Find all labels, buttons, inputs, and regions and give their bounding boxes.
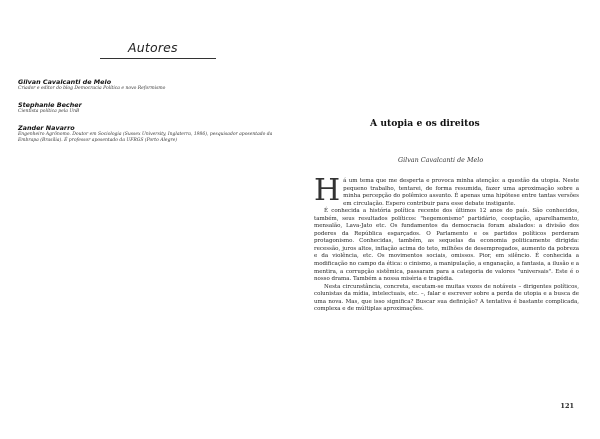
drop-cap: H bbox=[314, 173, 341, 208]
article-title: A utopia e os direitos bbox=[370, 118, 480, 129]
authors-heading: Autores bbox=[128, 40, 178, 55]
author-entry bbox=[18, 101, 280, 115]
author-name: Stephanie Becher bbox=[18, 101, 82, 109]
article-author: Gilvan Cavalcanti de Melo bbox=[398, 156, 484, 164]
author-entry bbox=[18, 124, 280, 144]
author-description: Engenheiro Agrônomo. Doutor em Sociologia (Sussex University, Inglaterra, 1986), pesquisador aposentado da Embrapa (Brasília). É professor aposentado da UFRGS (Porto Alegre) bbox=[18, 132, 273, 144]
author-entry bbox=[18, 78, 280, 92]
paragraph: Há um tema que me desperta e provoca minha atenção: a questão da utopia. Neste pequeno trabalho, tentarei, de forma resumida, fazer uma aproximação sobre a minha percepção do polêmico assunto. É apenas uma hipótese entre tantas versões em circulação. Espero contribuir para esse debate instigante. bbox=[314, 173, 579, 208]
right-page bbox=[300, 0, 600, 439]
paragraph: Nesta circunstância, concreta, escutam-se muitas vozes de notáveis – dirigentes políticos, colunistas da mídia, intelectuais, etc. –, falar e escrever sobre a perda de utopia e a busca de uma nova. Mas, que isso significa? Buscar sua definição? A tentativa é bastante complicada, complexa e de múltiplas aproximações. bbox=[314, 283, 579, 313]
article-body bbox=[314, 173, 579, 314]
page-number: 121 bbox=[560, 402, 574, 410]
author-name: Gilvan Cavalcanti de Melo bbox=[18, 78, 112, 86]
paragraph: É conhecida a história política recente dos últimos 12 anos do país. São conhecidos, também, seus resultados políticos: "hegemonismo" partidário, cooptação, aparelhamento, mensalão, Lava-Jato etc. Os fundamentos da democracia foram abalados: a divisão dos poderes da República esgarçados. O Parlamento e os partidos políticos perderam protagonismo. Conhecidas, também, as sequelas da economia politicamente dirigida: recessão, juros altos, inflação acima do teto, milhões de desempregados, aumento da pobreza e da violência, etc. Os movimentos sociais, omissos. Pior, em silêncio. É conhecida a modificação no campo da ética: o cinismo, a manipulação, a enganação, a fantasia, a ilusão e a mentira, a corrupção sistêmica, passaram para a categoria de valores "universais". Este é o nosso drama. Também a nossa miséria e tragédia. bbox=[314, 208, 579, 283]
author-name: Zander Navarro bbox=[18, 124, 75, 132]
heading-rule bbox=[100, 58, 216, 59]
author-description: Cientista política pela UnB bbox=[18, 109, 80, 114]
author-description: Criador e editor do blog Democracia Política e novo Reformismo bbox=[18, 86, 166, 91]
